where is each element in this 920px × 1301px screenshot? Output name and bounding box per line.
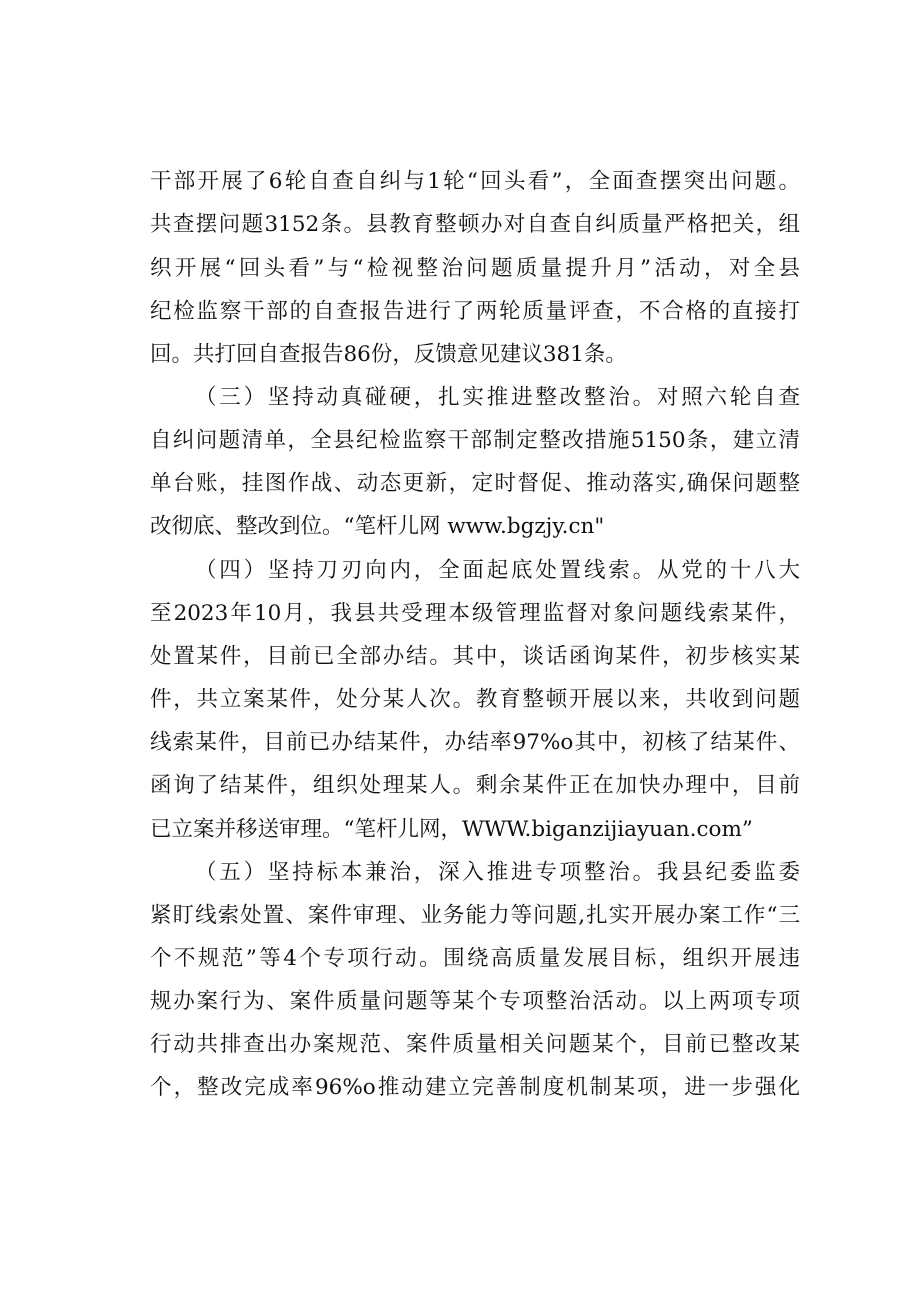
paragraph-line: 规办案行为、案件质量问题等某个专项整治活动。以上两项专项 <box>150 989 800 1014</box>
paragraph-line: 纪检监察干部的自查报告进行了两轮质量评查，不合格的直接打 <box>150 299 800 324</box>
paragraph-line: 自纠问题清单，全县纪检监察干部制定整改措施5150条，建立清 <box>150 428 800 453</box>
paragraph-line: 处置某件，目前已全部办结。其中，谈话函询某件，初步核实某 <box>150 644 800 669</box>
paragraph-line: 单台账，挂图作战、动态更新，定时督促、推动落实,确保问题整 <box>150 471 800 496</box>
paragraph-line: 回。共打回自查报告86份，反馈意见建议381条。 <box>150 342 627 367</box>
paragraph-line: 共查摆问题3152条。县教育整顿办对自查自纠质量严格把关，组 <box>150 212 800 237</box>
paragraph-line: 已立案并移送审理。“笔杆儿网，WWW.biganzijiayuan.com” <box>150 817 753 842</box>
paragraph-line: 线索某件，目前已办结某件，办结率97%o其中，初核了结某件、 <box>150 730 800 755</box>
paragraph-line: 个，整改完成率96%o推动建立完善制度机制某项，进一步强化 <box>150 1075 800 1100</box>
section-heading-5: （五）坚持标本兼治，深入推进专项整治。我县纪委监委 <box>195 860 800 885</box>
section-heading-4: （四）坚持刀刃向内，全面起底处置线索。从党的十八大 <box>195 558 800 583</box>
paragraph-line: 个不规范”等4个专项行动。围绕高质量发展目标，组织开展违 <box>150 946 800 971</box>
paragraph-line: 行动共排查出办案规范、案件质量相关问题某个，目前已整改某 <box>150 1032 800 1057</box>
paragraph-line: 至2023年10月，我县共受理本级管理监督对象问题线索某件， <box>150 601 800 626</box>
paragraph-line: 紧盯线索处置、案件审理、业务能力等问题,扎实开展办案工作“三 <box>150 903 800 928</box>
paragraph-line: 改彻底、整改到位。“笔杆儿网 www.bgzjy.cn" <box>150 514 605 539</box>
paragraph-line: 件，共立案某件，处分某人次。教育整顿开展以来，共收到问题 <box>150 687 800 712</box>
paragraph-line: 干部开展了6轮自查自纠与1轮“回头看”，全面查摆突出问题。 <box>150 169 800 194</box>
paragraph-line: 函询了结某件，组织处理某人。剩余某件正在加快办理中，目前 <box>150 773 800 798</box>
section-heading-3: （三）坚持动真碰硬，扎实推进整改整治。对照六轮自查 <box>195 385 800 410</box>
paragraph-line: 织开展“回头看”与“检视整治问题质量提升月”活动，对全县 <box>150 256 800 281</box>
